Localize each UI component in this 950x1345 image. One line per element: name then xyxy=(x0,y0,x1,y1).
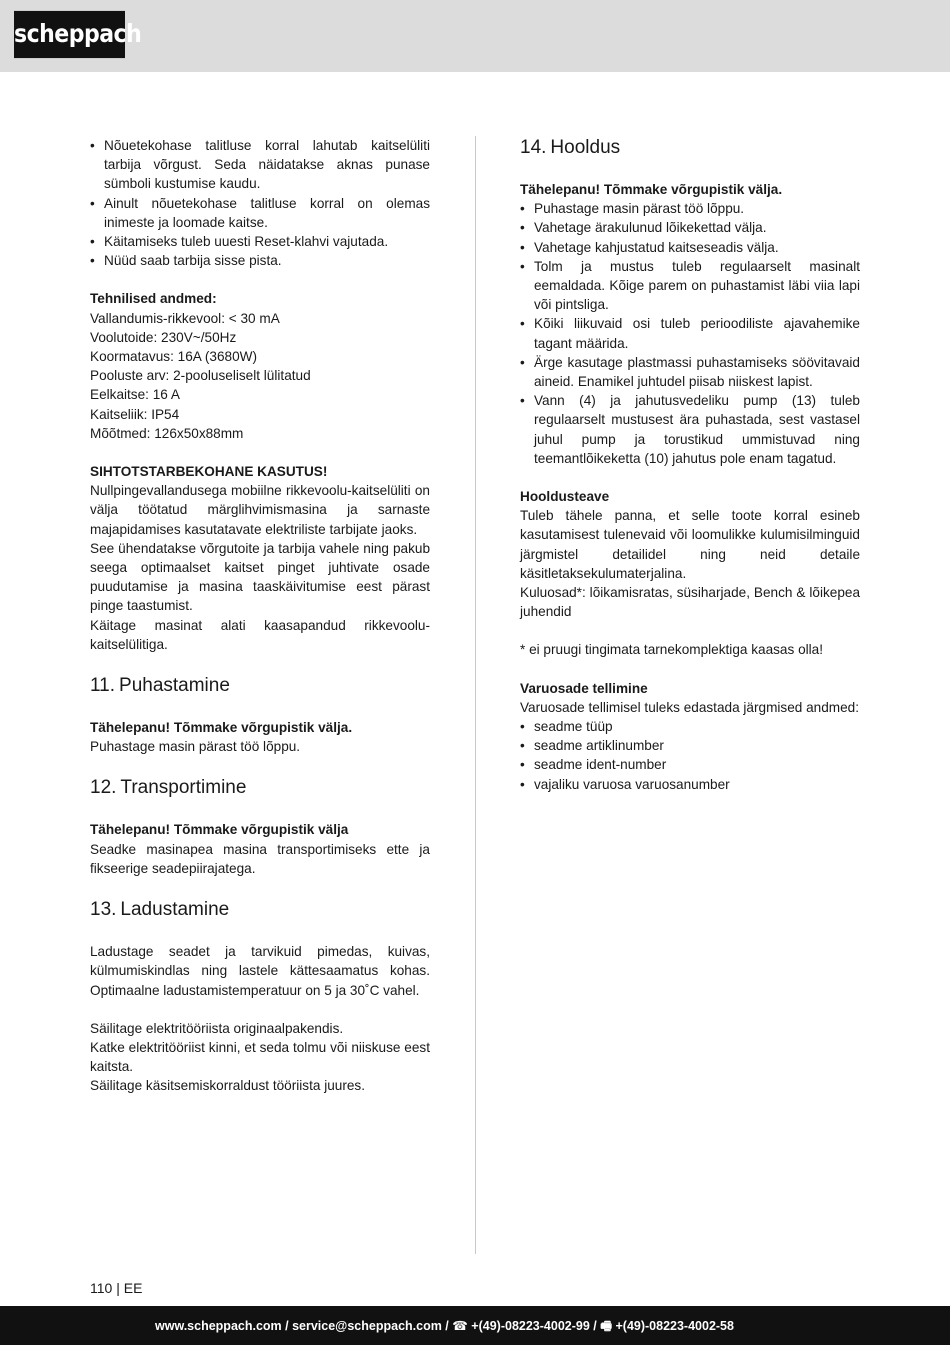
left-column xyxy=(90,136,430,1096)
order-bullet-list xyxy=(520,717,860,794)
spare-parts-text: Varuosade tellimisel tuleks edastada järgmised andmed: xyxy=(520,699,860,715)
section-13-text: Katke elektritööriist kinni, et seda tolmu või niiskuse eest kaitsta. xyxy=(90,1039,430,1075)
footnote: * ei pruugi tingimata tarnekomplektiga kaasas olla! xyxy=(520,642,824,658)
tech-line: Voolutoide: 230V~/50Hz xyxy=(90,329,237,345)
column-divider xyxy=(475,136,476,1254)
section-13-heading: 13. Ladustamine xyxy=(90,899,230,921)
list-item: • seadme tüüp xyxy=(520,719,613,735)
section-14-heading: 14. Hooldus xyxy=(520,137,621,158)
list-item: • Ärge kasutage plastmassi puhastamiseks söövitavaid aineid. Enamikel juhtudel piisab niiskest lapist. xyxy=(520,354,860,390)
list-item: • Tolm ja mustus tuleb regulaarselt masinalt eemaldada. Kõige parem on puhastamist läbi viia lapi või pintsliga. xyxy=(520,258,860,313)
list-item: • seadme artiklinumber xyxy=(520,738,664,754)
section-12-warning: Tähelepanu! Tõmmake võrgupistik välja xyxy=(90,822,349,838)
list-item: • vajaliku varuosa varuosanumber xyxy=(520,776,730,792)
list-item: • Vahetage kahjustatud kaitseseadis välja. xyxy=(520,239,779,255)
section-12-text: Seadke masinapea masina transportimiseks ette ja fikseerige seadepiirajatega. xyxy=(90,841,430,876)
right-column xyxy=(520,136,860,794)
usage-paragraph: See ühendatakse võrgutoite ja tarbija vahele ning pakub seega optimaalset kaitset pinget juhtivate osade puudutamise ja masina taaskäivitumise eest pärast pinge taastumist. xyxy=(90,540,430,614)
section-13-text: Ladustage seadet ja tarvikuid pimedas, kuivas, külmumiskindlas ning lastele kättesaamatus kohas. Optimaalne ladustamistemperatuur on 5 ja 30˚C vahel. xyxy=(90,944,430,998)
section-13-text: Säilitage käsitsemiskorraldust tööriista juures. xyxy=(90,1078,366,1094)
list-item: • Ainult nõuetekohase talitluse korral on olemas inimeste ja loomade kaitse. xyxy=(90,195,430,230)
header-band xyxy=(0,0,950,72)
footer-contact: www.scheppach.com / service@scheppach.com / ☎ +(49)-08223-4002-99 / 🖷 +(49)-08223-4002-58 xyxy=(155,1319,734,1333)
list-item: • Vann (4) ja jahutusvedeliku pump (13) tuleb regulaarselt mustusest ära puhastada, sest vastasel juhul pump ja torustikud ummistuvad ning teemantlõikeketta (10) jahutus pole enam tagatud. xyxy=(520,393,860,466)
tech-line: Mõõtmed: 126x50x88mm xyxy=(90,425,244,441)
spare-parts-heading: Varuosade tellimine xyxy=(520,680,648,696)
usage-heading: SIHTOTSTARBEKOHANE KASUTUS! xyxy=(90,464,328,480)
section-11-warning: Tähelepanu! Tõmmake võrgupistik välja. xyxy=(90,720,353,736)
section-11-heading: 11. Puhastamine xyxy=(90,675,230,697)
list-item: • Puhastage masin pärast töö lõppu. xyxy=(520,201,745,217)
wear-parts-text: Kuluosad*: lõikamisratas, süsiharjade, Bench & lõikepea juhendid xyxy=(520,585,860,620)
list-item: • Kõiki liikuvaid osi tuleb perioodiliste ajavahemike tagant määrida. xyxy=(520,316,860,351)
section-11-text: Puhastage masin pärast töö lõppu. xyxy=(90,739,301,755)
tech-line: Eelkaitse: 16 A xyxy=(90,387,180,403)
section-13-text: Säilitage elektritööriista originaalpakendis. xyxy=(90,1020,344,1036)
tech-line: Koormatavus: 16A (3680W) xyxy=(90,349,257,365)
list-item: • Nõuetekohase talitluse korral lahutab kaitselüliti tarbija võrgust. Seda näidatakse aknas punase sümboli kustumise kaudu. xyxy=(90,138,430,192)
tech-line: Kaitseliik: IP54 xyxy=(90,406,180,422)
tech-line: Pooluste arv: 2-pooluseliselt lülitatud xyxy=(90,368,311,384)
usage-paragraph: Nullpingevallandusega mobiilne rikkevoolu-kaitselüliti on välja töötatud märglihvimismasina ja sarnaste majapidamises kasutatavate elektriliste tarbijate jaoks. xyxy=(90,483,430,537)
scheppach-logo: scheppach xyxy=(14,11,125,58)
section-14-warning: Tähelepanu! Tõmmake võrgupistik välja. xyxy=(520,182,783,197)
footer-band xyxy=(0,1306,950,1345)
maintenance-info-text: Tuleb tähele panna, et selle toote korral esineb kasutamisest tulenevaid või loomulikke kulumisilminguid järgmistel detailidel ning neid detaile käsitletaksekulumaterjalina. xyxy=(520,508,860,581)
list-item: • Vahetage ärakulunud lõikekettad välja. xyxy=(520,220,767,236)
maintenance-bullet-list xyxy=(520,199,860,468)
list-item: • Käitamiseks tuleb uuesti Reset-klahvi vajutada. xyxy=(90,234,389,250)
list-item: • Nüüd saab tarbija sisse pista. xyxy=(90,253,282,269)
maintenance-info-heading: Hooldusteave xyxy=(520,489,610,505)
section-12-heading: 12. Transportimine xyxy=(90,777,247,799)
list-item: • seadme ident-number xyxy=(520,757,667,773)
tech-line: Vallandumis-rikkevool: < 30 mA xyxy=(90,310,280,326)
page-number: 110 | EE xyxy=(90,1280,143,1296)
usage-paragraph: Käitage masinat alati kaasapandud rikkevoolu-kaitselülitiga. xyxy=(90,617,430,652)
status-bullet-list xyxy=(90,136,430,270)
tech-data-heading: Tehnilised andmed: xyxy=(90,291,217,307)
